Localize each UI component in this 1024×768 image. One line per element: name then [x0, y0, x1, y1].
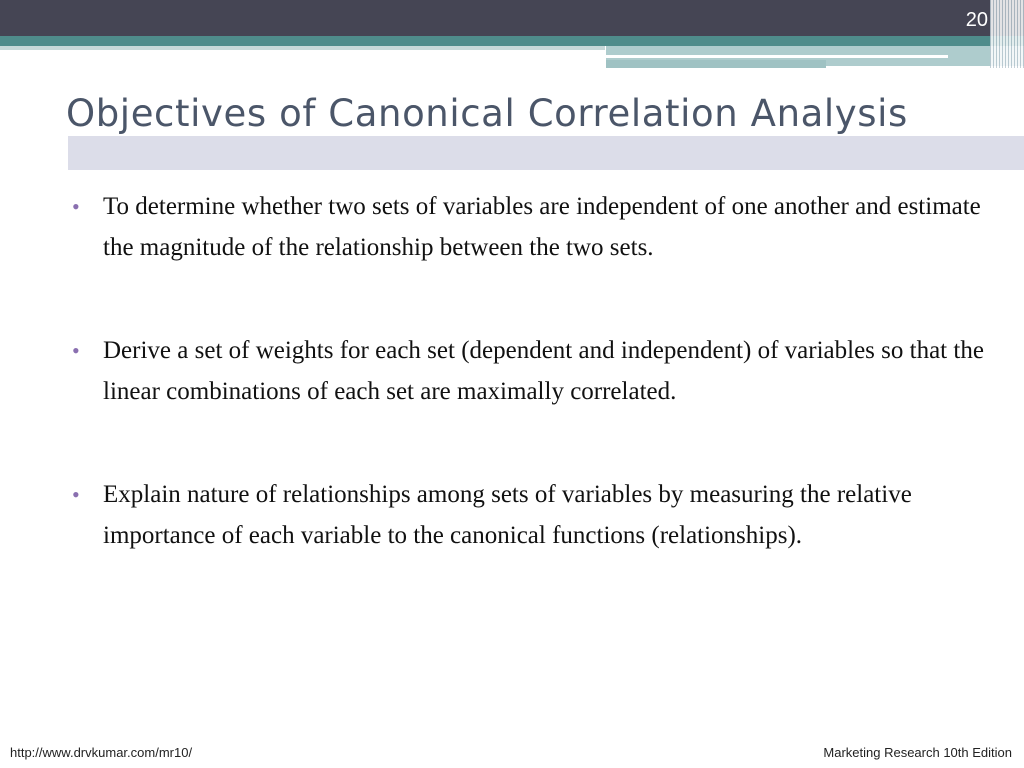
header-stripe-pattern: [990, 0, 1024, 68]
slide-title: Objectives of Canonical Correlation Analysis: [66, 92, 908, 135]
bullet-item: [72, 186, 992, 268]
bullet-item: [72, 330, 992, 412]
header-pale-strip: [0, 46, 605, 50]
bullet-text: Explain nature of relationships among sets of variables by measuring the relative importance of each variable to the canonical functions (relationships).: [103, 481, 912, 549]
bullet-item: [72, 474, 992, 556]
bullet-dot-icon: •: [72, 338, 80, 363]
title-underline-band: [68, 136, 1024, 170]
header-right-line: [606, 55, 948, 58]
slide-number: 20: [965, 9, 988, 31]
header-bar: [0, 0, 1024, 36]
header-right-lower-block: [606, 60, 826, 68]
bullet-dot-icon: •: [72, 194, 80, 219]
bullet-text: Derive a set of weights for each set (dependent and independent) of variables so that the linear combinations of each set are maximally correlated.: [103, 337, 984, 405]
header-accent-band: [0, 36, 1024, 46]
bullet-text: To determine whether two sets of variables are independent of one another and estimate the magnitude of the relationship between the two sets.: [103, 193, 981, 261]
bullet-dot-icon: •: [72, 482, 80, 507]
bullet-list: [72, 186, 992, 556]
footer-url: http://www.drvkumar.com/mr10/: [10, 745, 193, 760]
footer-book-title: Marketing Research 10th Edition: [823, 745, 1012, 760]
